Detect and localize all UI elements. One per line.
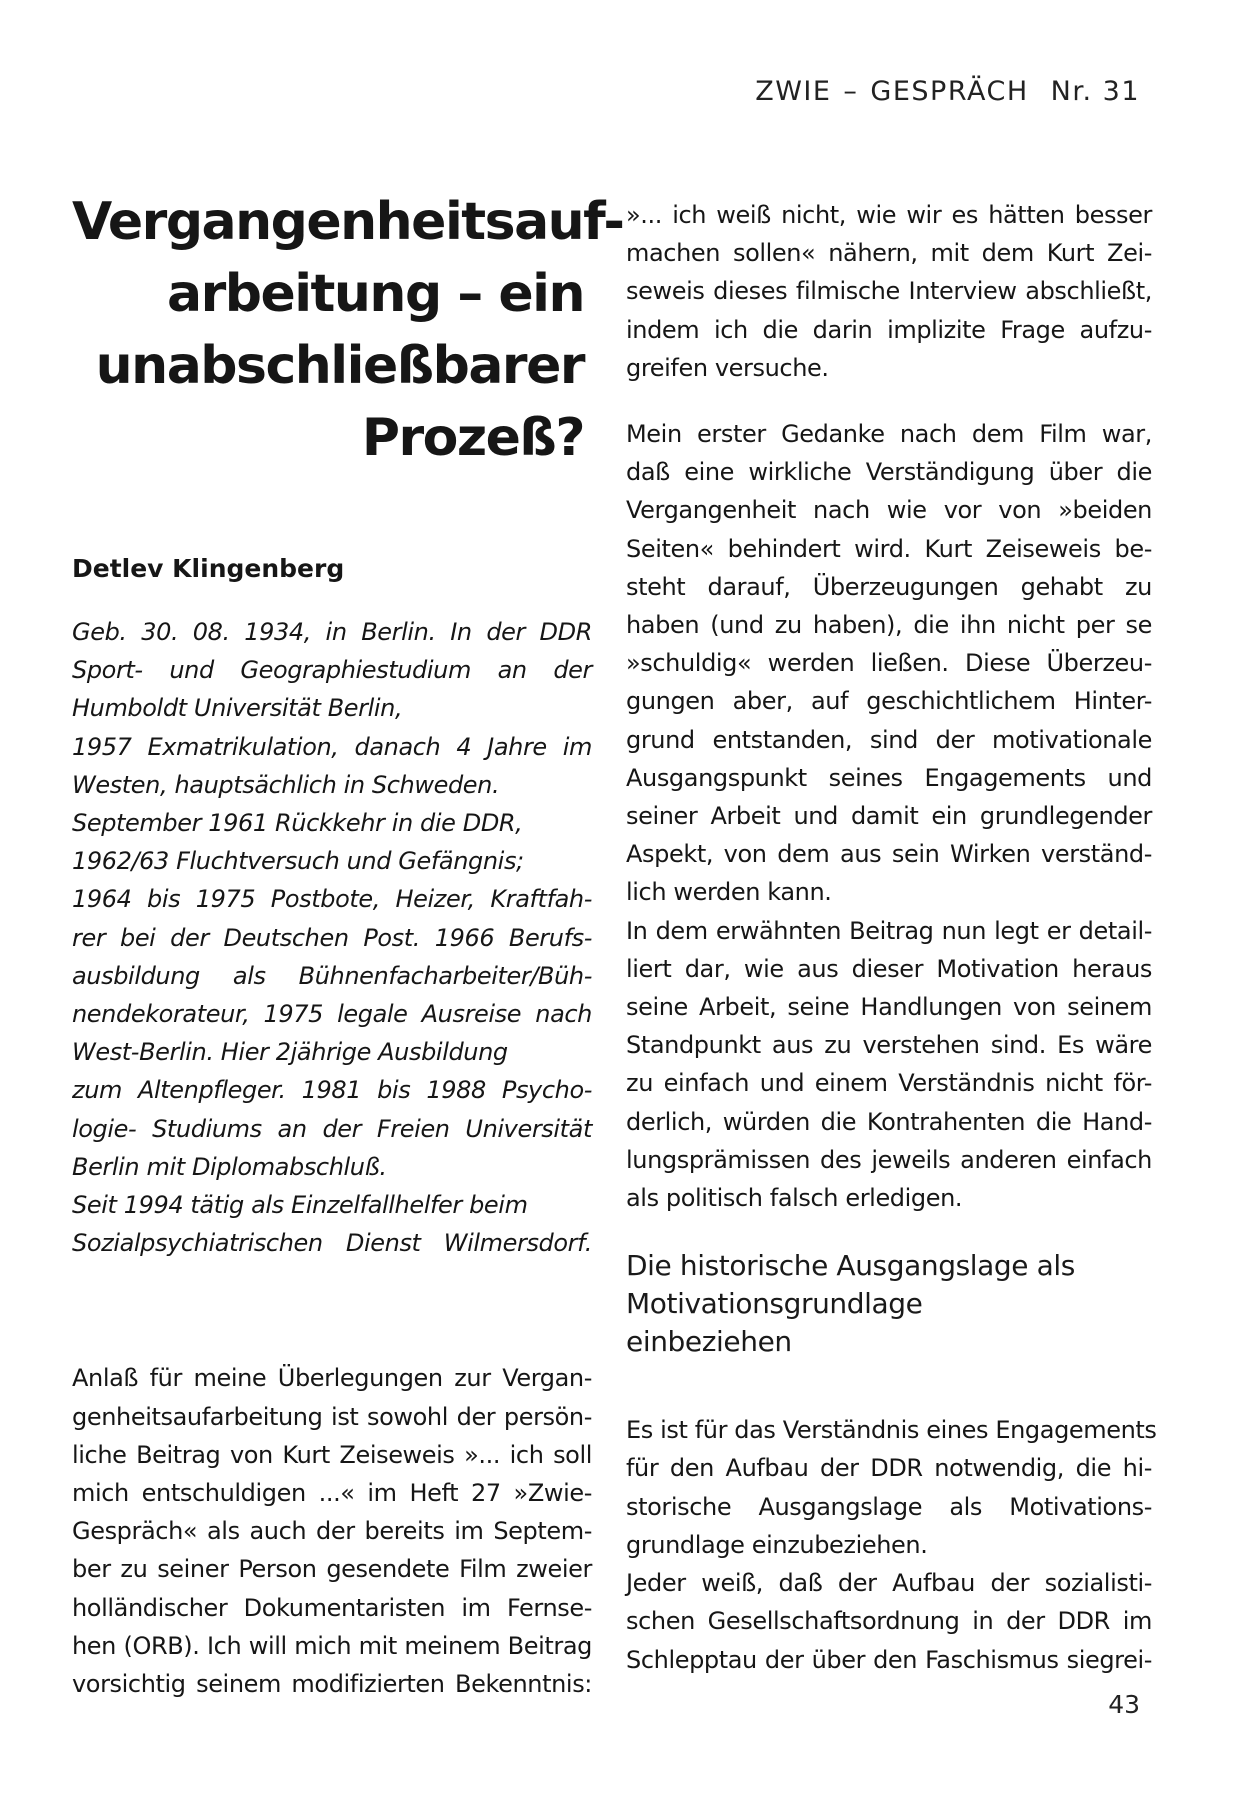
body-line: Mein erster Gedanke nach dem Film war, — [626, 420, 1152, 449]
body-line: seine Arbeit, seine Handlungen von seinem — [626, 993, 1152, 1022]
body-line: grund entstanden, sind der motivationale — [626, 725, 1152, 754]
body-line: »schuldig« werden ließen. Diese Überzeu- — [626, 649, 1152, 678]
magazine-name: ZWIE — [755, 76, 832, 107]
body-line: holländischer Dokumentaristen im Fernse- — [72, 1593, 592, 1622]
body-line: seiner Arbeit und damit ein grundlegender — [626, 802, 1152, 831]
bio-line: Sport- und Geographiestudium an der — [72, 656, 592, 685]
header-separator: – — [843, 76, 859, 107]
bio-line: Westen, hauptsächlich in Schweden. — [72, 770, 500, 799]
body-line: hen (ORB). Ich will mich mit meinem Beitrag — [72, 1631, 592, 1660]
body-line: Seiten« behindert wird. Kurt Zeiseweis be- — [626, 534, 1152, 563]
body-line: lich werden kann. — [626, 878, 832, 907]
bio-line: Seit 1994 tätig als Einzelfallhelfer beim — [72, 1191, 528, 1220]
right-paragraph-2 — [626, 415, 1152, 1217]
subheading-line: einbeziehen — [626, 1325, 792, 1359]
body-line: gungen aber, auf geschichtlichem Hinter- — [626, 687, 1152, 716]
bio-line: Berlin mit Diplomabschluß. — [72, 1152, 387, 1181]
bio-line: ausbildung als Bühnenfacharbeiter/Büh- — [72, 961, 592, 990]
body-line: liert dar, wie aus dieser Motivation heraus — [626, 954, 1152, 983]
section-subheading — [626, 1247, 1152, 1361]
body-line: Jeder weiß, daß der Aufbau der sozialisti- — [626, 1569, 1152, 1598]
body-line: Vergangenheit nach wie vor von »beiden — [626, 496, 1152, 525]
body-line: Gespräch« als auch der bereits im Septem- — [72, 1517, 592, 1546]
author-bio — [72, 613, 592, 1262]
body-line: ber zu seiner Person gesendete Film zweier — [72, 1555, 592, 1584]
page-number: 43 — [1108, 1690, 1140, 1719]
bio-line: September 1961 Rückkehr in die DDR, — [72, 809, 523, 838]
body-line: vorsichtig seinem modifizierten Bekenntnis: — [72, 1670, 592, 1699]
bio-line: West-Berlin. Hier 2jährige Ausbildung — [72, 1038, 508, 1067]
body-line: Aspekt, von dem aus sein Wirken verständ- — [626, 840, 1152, 869]
body-line: schen Gesellschaftsordnung in der DDR im — [626, 1607, 1152, 1636]
running-head — [755, 76, 1140, 107]
body-line: seweis dieses filmische Interview abschließt, — [626, 277, 1152, 306]
body-line: In dem erwähnten Beitrag nun legt er detail- — [626, 916, 1152, 945]
magazine-name-2: GESPRÄCH — [870, 76, 1029, 107]
body-line: derlich, würden die Kontrahenten die Hand- — [626, 1107, 1152, 1136]
bio-line: zum Altenpfleger. 1981 bis 1988 Psycho- — [72, 1076, 592, 1105]
title-line: Vergangenheitsauf- — [72, 192, 624, 252]
body-line: als politisch falsch erledigen. — [626, 1184, 963, 1213]
body-line: storische Ausgangslage als Motivations- — [626, 1492, 1152, 1521]
right-paragraph-3 — [626, 1411, 1157, 1678]
subheading-line: Motivationsgrundlage — [626, 1287, 923, 1321]
bio-line: Geb. 30. 08. 1934, in Berlin. In der DDR — [72, 618, 592, 646]
body-line: Standpunkt aus zu verstehen sind. Es wäre — [626, 1031, 1152, 1060]
author-name: Detlev Klingenberg — [72, 554, 345, 583]
body-line: Es ist für das Verständnis eines Engagements — [626, 1416, 1157, 1445]
subheading-line: Die historische Ausgangslage als — [626, 1249, 1075, 1283]
body-line: grundlage einzubeziehen. — [626, 1530, 928, 1559]
body-line: für den Aufbau der DDR notwendig, die hi- — [626, 1454, 1152, 1483]
body-line: machen sollen« nähern, mit dem Kurt Zei- — [626, 239, 1152, 268]
bio-line: 1957 Exmatrikulation, danach 4 Jahre im — [72, 732, 592, 761]
right-paragraph-1 — [626, 196, 1152, 387]
body-line: Schlepptau der über den Faschismus siegrei- — [626, 1645, 1152, 1674]
title-line: arbeitung – ein — [167, 264, 584, 324]
right-column — [626, 196, 1157, 1679]
title-line: Prozeß? — [361, 408, 584, 468]
body-line: genheitsaufarbeitung ist sowohl der persön- — [72, 1402, 592, 1431]
bio-line: Humboldt Universität Berlin, — [72, 694, 403, 723]
left-column — [72, 186, 624, 1703]
body-line: »... ich weiß nicht, wie wir es hätten besser — [626, 201, 1152, 229]
article-title — [72, 186, 624, 474]
title-line: unabschließbarer — [95, 336, 584, 396]
bio-line: rer bei der Deutschen Post. 1966 Berufs- — [72, 923, 592, 952]
body-line: greifen versuche. — [626, 353, 829, 382]
body-line: indem ich die darin implizite Frage aufzu- — [626, 315, 1152, 344]
body-line: zu einfach und einem Verständnis nicht för- — [626, 1069, 1152, 1098]
bio-line: Sozialpsychiatrischen Dienst Wilmersdorf. — [72, 1229, 592, 1258]
body-line: Ausgangspunkt seines Engagements und — [626, 763, 1152, 792]
body-line: daß eine wirkliche Verständigung über die — [626, 458, 1152, 487]
bio-line: nendekorateur, 1975 legale Ausreise nach — [72, 1000, 592, 1029]
bio-line: logie- Studiums an der Freien Universität — [72, 1114, 592, 1143]
issue-number: Nr. 31 — [1050, 76, 1140, 107]
bio-line: 1964 bis 1975 Postbote, Heizer, Kraftfah- — [72, 885, 592, 914]
body-line: liche Beitrag von Kurt Zeiseweis »... ich soll — [72, 1440, 592, 1469]
body-line: lungsprämissen des jeweils anderen einfach — [626, 1145, 1152, 1174]
body-line: Anlaß für meine Überlegungen zur Vergan- — [72, 1364, 592, 1393]
body-line: mich entschuldigen ...« im Heft 27 »Zwie- — [72, 1479, 592, 1508]
left-body-paragraph — [72, 1359, 592, 1703]
bio-line: 1962/63 Fluchtversuch und Gefängnis; — [72, 847, 524, 876]
body-line: steht darauf, Überzeugungen gehabt zu — [626, 572, 1152, 601]
body-line: haben (und zu haben), die ihn nicht per se — [626, 611, 1152, 640]
